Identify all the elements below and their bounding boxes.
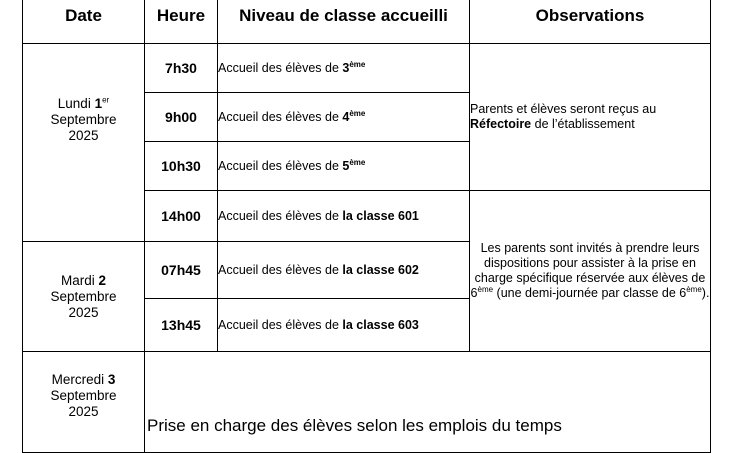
date-mardi: Mardi 2 Septembre 2025 — [23, 242, 145, 352]
header-niveau: Niveau de classe accueilli — [218, 0, 470, 44]
header-heure: Heure — [145, 0, 218, 44]
time-cell: 9h00 — [145, 93, 218, 142]
header-observations: Observations — [470, 0, 711, 44]
date-lundi: Lundi 1er Septembre 2025 — [23, 44, 145, 242]
observation-refectoire: Parents et élèves seront reçus au Réfectoire de l’établissement — [470, 44, 711, 191]
time-cell: 13h45 — [145, 299, 218, 352]
time-cell: 10h30 — [145, 142, 218, 191]
mercredi-text: Prise en charge des élèves selon les emplois du temps — [145, 352, 711, 453]
time-cell: 14h00 — [145, 191, 218, 242]
schedule-table — [22, 0, 711, 453]
level-cell: Accueil des élèves de 3ème — [218, 44, 470, 93]
level-cell: Accueil des élèves de 5ème — [218, 142, 470, 191]
level-cell: Accueil des élèves de la classe 603 — [218, 299, 470, 352]
time-cell: 7h30 — [145, 44, 218, 93]
level-cell: Accueil des élèves de la classe 602 — [218, 242, 470, 299]
header-date: Date — [23, 0, 145, 44]
observation-parents: Les parents sont invités à prendre leurs dispositions pour assister à la prise en charge spécifique réservée aux élèves de 6ème (une demi-journée par classe de 6ème). — [470, 191, 711, 352]
table-row — [23, 352, 711, 453]
time-cell: 07h45 — [145, 242, 218, 299]
header-row — [23, 0, 711, 44]
date-mercredi: Mercredi 3 Septembre 2025 — [23, 352, 145, 453]
level-cell: Accueil des élèves de la classe 601 — [218, 191, 470, 242]
table-row — [23, 44, 711, 93]
level-cell: Accueil des élèves de 4ème — [218, 93, 470, 142]
